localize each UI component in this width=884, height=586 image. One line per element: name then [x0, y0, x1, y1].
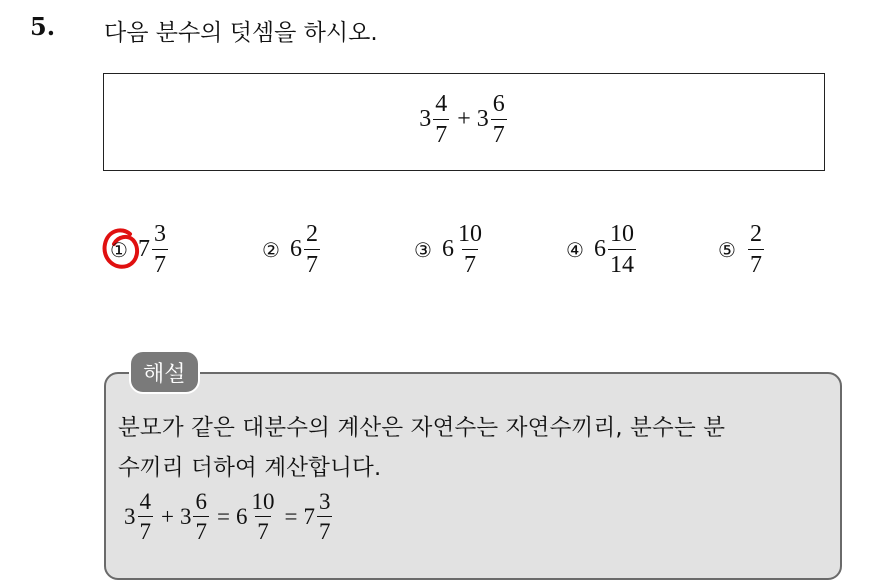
explanation-equation	[124, 490, 334, 543]
denominator: 7	[462, 249, 478, 277]
mixed-number-a	[419, 92, 451, 147]
fraction	[433, 92, 449, 147]
whole-part: 7	[137, 236, 150, 262]
denominator: 7	[433, 119, 449, 147]
numerator: 2	[305, 221, 318, 247]
whole-part: 6	[441, 236, 454, 262]
whole-part: 6	[289, 236, 302, 262]
choice-2[interactable]	[262, 222, 322, 277]
numerator: 3	[318, 489, 331, 514]
numerator: 6	[492, 91, 505, 117]
mixed-number-b	[477, 92, 509, 147]
numerator: 10	[251, 489, 275, 514]
equals-sign: =	[216, 503, 230, 529]
numerator: 6	[195, 489, 207, 514]
choice-5[interactable]	[718, 222, 766, 277]
denominator: 14	[608, 249, 636, 277]
denominator: 7	[748, 249, 764, 277]
whole-part: 3	[179, 503, 192, 529]
question-text: 다음 분수의 덧셈을 하시오.	[104, 20, 378, 46]
equals-sign: =	[284, 503, 298, 529]
numerator: 3	[153, 221, 166, 247]
problem-expression	[104, 92, 824, 147]
question-number: 5.	[30, 12, 56, 41]
denominator: 7	[255, 516, 271, 543]
fraction	[249, 490, 276, 543]
whole-part: 3	[419, 106, 432, 132]
problem-box	[103, 73, 825, 171]
choice-marker: ⑤	[718, 237, 736, 262]
whole-part: 3	[476, 106, 489, 132]
denominator: 7	[317, 516, 333, 543]
fraction	[152, 222, 168, 277]
plus-sign: +	[161, 503, 174, 529]
choice-marker: ②	[262, 237, 280, 262]
numerator: 10	[457, 221, 482, 247]
choice-4[interactable]	[566, 222, 638, 277]
whole-part: 6	[593, 236, 606, 262]
fraction	[304, 222, 320, 277]
numerator: 10	[609, 221, 634, 247]
denominator: 7	[138, 516, 154, 543]
explanation-line-1: 분모가 같은 대분수의 계산은 자연수는 자연수끼리, 분수는 분	[118, 415, 726, 441]
choice-3[interactable]	[414, 222, 486, 277]
whole-part: 3	[124, 503, 136, 529]
numerator: 4	[435, 91, 448, 117]
plus-sign: +	[457, 106, 471, 132]
fraction	[491, 92, 507, 147]
explanation-label: 해설	[129, 350, 200, 394]
denominator: 7	[491, 119, 507, 147]
whole-part: 7	[303, 503, 315, 529]
denominator: 7	[304, 249, 320, 277]
fraction	[138, 490, 154, 543]
fraction	[317, 490, 333, 543]
choice-marker: ④	[566, 237, 584, 262]
fraction	[193, 490, 209, 543]
numerator: 4	[139, 489, 151, 514]
explanation-line-2: 수끼리 더하여 계산합니다.	[118, 455, 382, 481]
numerator: 2	[749, 221, 762, 247]
fraction	[608, 222, 636, 277]
fraction	[748, 222, 764, 277]
denominator: 7	[152, 249, 168, 277]
denominator: 7	[193, 516, 209, 543]
whole-part: 6	[235, 503, 248, 529]
choice-marker: ③	[414, 237, 432, 262]
choice-marker: ①	[110, 237, 128, 262]
fraction	[456, 222, 484, 277]
choice-1[interactable]	[110, 222, 170, 277]
